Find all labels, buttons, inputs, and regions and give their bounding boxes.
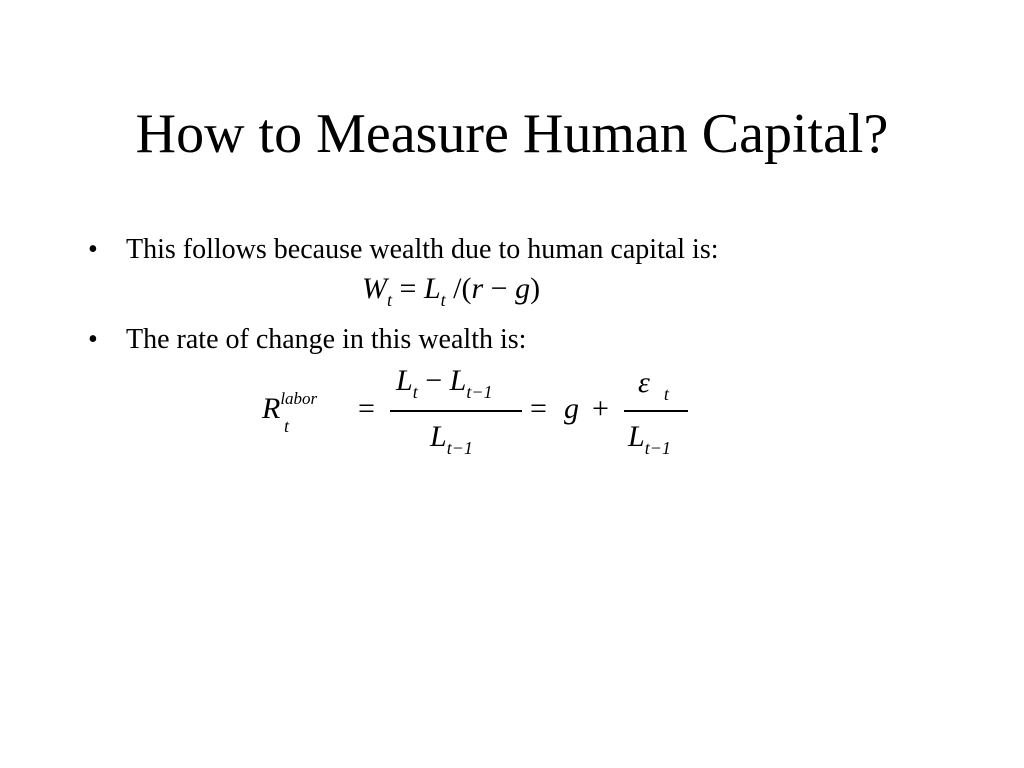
eq-sub: t <box>440 290 446 310</box>
eq-var-W: W <box>362 272 387 305</box>
eq-sub: t <box>284 416 290 436</box>
eq-var-L: L <box>423 272 441 305</box>
fraction-bar <box>624 410 688 412</box>
eq-var-L: L <box>430 420 447 453</box>
eq-sub: t−1 <box>446 438 473 458</box>
eq-equals: = <box>358 392 375 425</box>
bullet-text: The rate of change in this wealth is: <box>126 324 527 355</box>
bullet-item-2 <box>88 323 526 357</box>
slide-title: How to Measure Human Capital? <box>135 103 889 165</box>
bullet-item-1 <box>88 233 719 267</box>
eq-var-R: R <box>262 392 281 425</box>
eq-sub: t <box>663 384 669 404</box>
bullet-marker: • <box>88 324 98 355</box>
eq-sub: t <box>412 382 418 402</box>
eq-lhs <box>262 389 318 426</box>
eq-minus: − <box>425 364 443 397</box>
eq-var-L: L <box>396 364 413 397</box>
eq-slash: /( <box>453 272 472 305</box>
eq-var-g: g <box>515 272 531 305</box>
eq-var-r: r <box>471 272 484 305</box>
eq-sub: t <box>387 290 393 310</box>
eq-close: ) <box>530 272 541 305</box>
eq-var-g: g <box>564 392 579 425</box>
fraction-numerator <box>396 364 493 402</box>
fraction-denominator <box>430 420 473 458</box>
eq-minus: − <box>490 272 508 305</box>
rate-equation <box>262 366 702 476</box>
eq-plus: + <box>592 392 609 425</box>
eq-var-L: L <box>449 364 467 397</box>
fraction-bar <box>390 410 522 412</box>
eq-equals: = <box>530 392 547 425</box>
wealth-equation <box>362 272 541 310</box>
eq-sub: t−1 <box>466 382 493 402</box>
fraction-denominator <box>628 420 671 458</box>
bullet-marker: • <box>88 234 98 265</box>
eq-var-L: L <box>628 420 645 453</box>
eq-equals: = <box>399 272 417 305</box>
eq-var-epsilon: ε <box>638 366 650 399</box>
eq-sub: t−1 <box>644 438 671 458</box>
fraction-numerator <box>638 366 669 404</box>
bullet-text: This follows because wealth due to human capital is: <box>126 234 719 265</box>
eq-sup: labor <box>280 389 318 408</box>
